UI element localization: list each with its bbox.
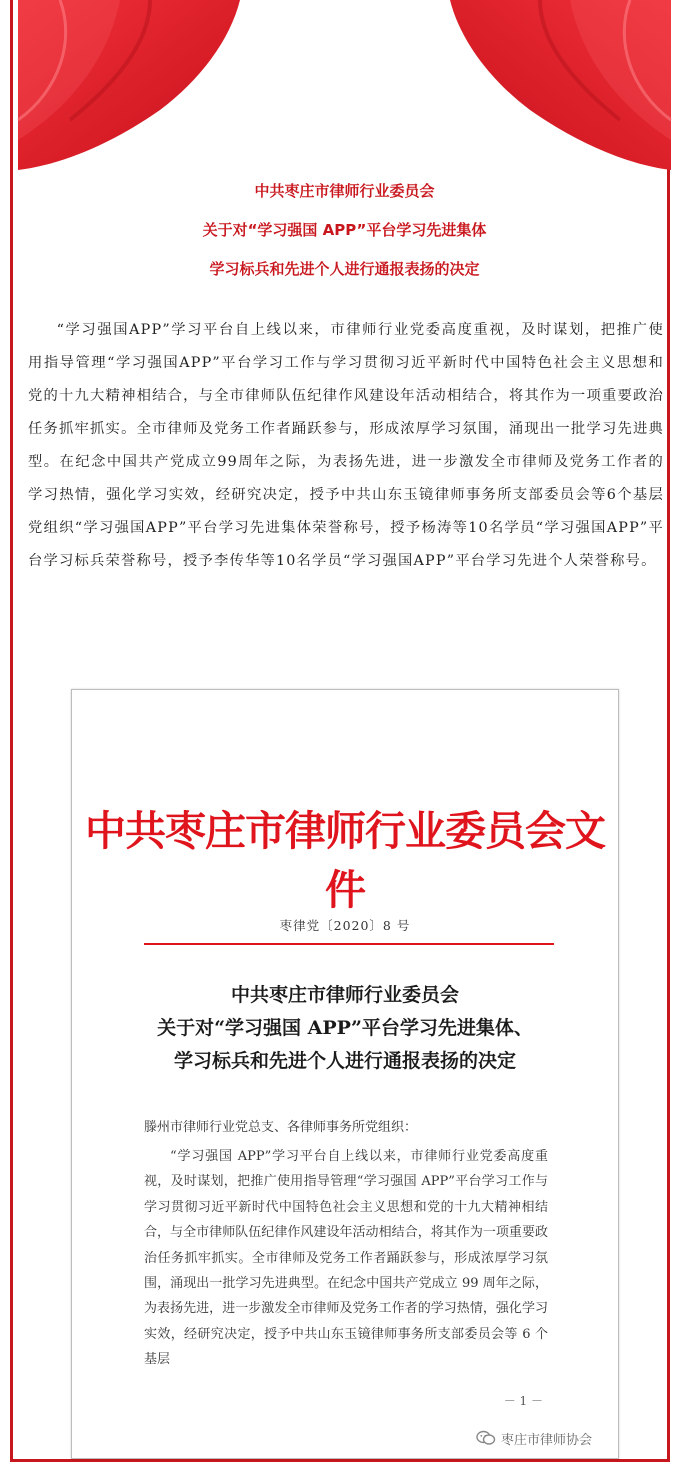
document-scan — [71, 689, 619, 1459]
wechat-icon — [476, 1430, 496, 1446]
curtain-decoration — [0, 0, 689, 175]
masthead-divider — [144, 943, 554, 945]
document-number: 枣律党〔2020〕8 号 — [279, 918, 411, 933]
document-title-line-1: 中共枣庄市律师行业委员会 — [230, 984, 459, 1006]
heading-line-1: 中共枣庄市律师行业委员会 — [254, 182, 435, 200]
heading-line-3: 学习标兵和先进个人进行通报表扬的决定 — [209, 260, 480, 278]
heading-line-2: 关于对“学习强国 APP”平台学习先进集体 — [202, 221, 487, 239]
intro-paragraph: “学习强国APP”学习平台自上线以来，市律师行业党委高度重视，及时谋划，把推广使用指导管理“学习强国APP”平台学习工作与学习贯彻习近平新时代中国特色社会主义思想和党的十九大精神相结合，与全市律师队伍纪律作风建设年活动相结合，将其作为一项重要政治任务抓牢抓实。全市律师及党务工作者踊跃参与，形成浓厚学习氛围，涌现出一批学习先进典型。在纪念中国共产党成立99周年之际，为表扬先进，进一步激发全市律师及党务工作者的学习热情，强化学习实效，经研究决定，授予中共山东玉镜律师事务所支部委员会等6个基层党组织“学习强国APP”平台学习先进集体荣誉称号，授予杨涛等10名学员“学习强国APP”平台学习标兵荣誉称号，授予李传华等10名学员“学习强国APP”平台学习先进个人荣誉称号。 — [28, 322, 664, 569]
watermark-text: 枣庄市律师协会 — [501, 1432, 593, 1448]
source-watermark — [476, 1428, 592, 1448]
document-paragraph: “学习强国 APP”学习平台自上线以来，市律师行业党委高度重视，及时谋划，把推广使用指导管理“学习强国 APP”平台学习工作与学习贯彻习近平新时代中国特色社会主义思想和党的十九大精神相结合，与全市律师队伍纪律作风建设年活动相结合，将其作为一项重要政治任务抓牢抓实。全市律师及党务工作者踊跃参与，形成浓厚学习氛围，涌现出一批学习先进典型。在纪念中国共产党成立 99 周年之际，为表扬先进，进一步激发全市律师及党务工作者的学习热情，强化学习实效，经研究决定，授予中共山东玉镜律师事务所支部委员会等 6 个基层 — [144, 1149, 548, 1368]
document-title-line-3: 学习标兵和先进个人进行通报表扬的决定 — [173, 1050, 516, 1072]
document-masthead: 中共枣庄市律师行业委员会文件 — [85, 807, 605, 914]
document-title-line-2: 关于对“学习强国 APP”平台学习先进集体、 — [157, 1017, 533, 1039]
document-addressee: 滕州市律师行业党总支、各律师事务所党组织： — [144, 1120, 418, 1135]
document-page-number: － 1 － — [503, 1394, 543, 1408]
